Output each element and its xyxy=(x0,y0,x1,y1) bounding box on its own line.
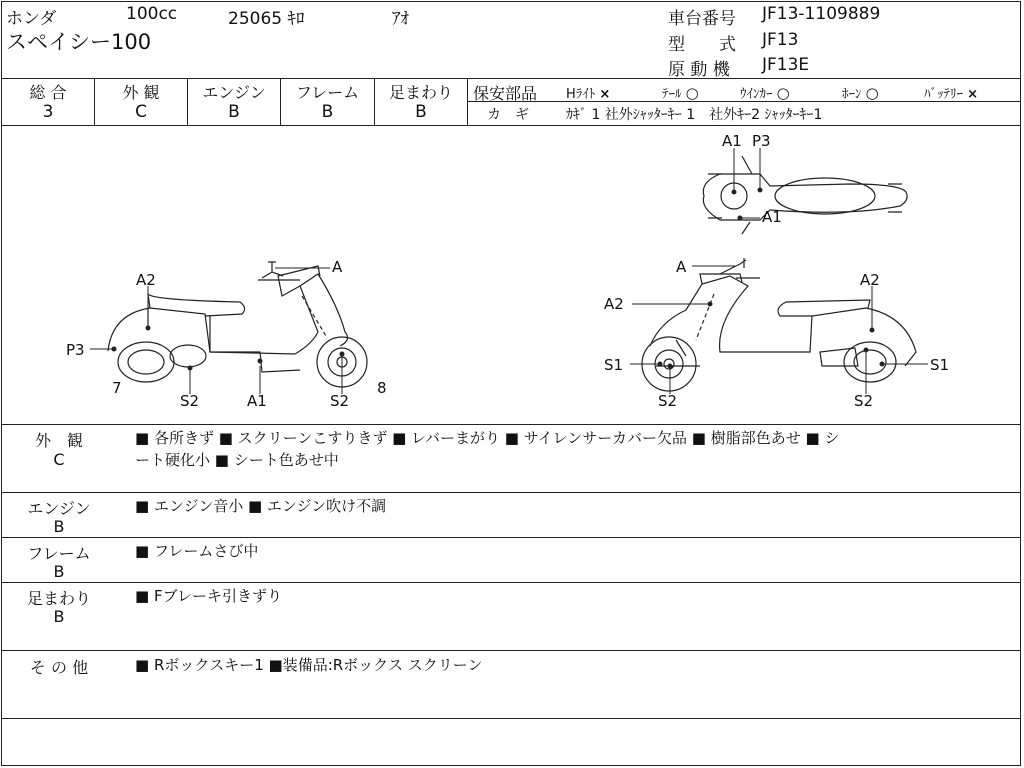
diagram-label: S2 xyxy=(658,392,678,410)
divider xyxy=(1,537,1021,538)
divider xyxy=(1,650,1021,651)
grade-frame-label: フレーム xyxy=(295,83,360,102)
color: ｱｵ xyxy=(392,9,409,29)
diagram-label: A xyxy=(676,258,687,276)
diagram-label: P3 xyxy=(752,132,771,150)
section-label-other: そ の 他 xyxy=(29,658,89,677)
maker: ホンダ xyxy=(6,9,57,29)
engine-label: 原 動 機 xyxy=(668,60,730,80)
section-text-exterior-cont: ート硬化小 ■ シート色あせ中 xyxy=(135,451,339,469)
grade-suspension-label: 足まわり xyxy=(388,83,453,102)
displacement: 100cc xyxy=(126,4,178,24)
grade-engine-label: エンジン xyxy=(202,83,266,102)
diagram-label: S2 xyxy=(180,392,200,410)
section-text-other: ■ Rボックスキー1 ■装備品:Rボックス スクリーン xyxy=(135,656,483,674)
safety-item-winker: ｳｲﾝｶｰ ○ xyxy=(740,84,790,102)
grade-frame-value: B xyxy=(321,102,334,122)
model-name: スペイシー100 xyxy=(6,30,152,54)
diagram-label: A xyxy=(332,258,343,276)
diagram-label: 8 xyxy=(377,379,387,397)
divider xyxy=(1,78,1021,79)
grade-exterior-label: 外 観 xyxy=(122,83,160,102)
section-text-suspension: ■ Fブレーキ引きずり xyxy=(135,587,282,605)
key-label: カ ギ xyxy=(487,107,529,123)
damage-diagram xyxy=(0,126,1022,424)
grade-overall-label: 総 合 xyxy=(29,83,67,102)
divider xyxy=(1,424,1021,425)
diagram-label: S2 xyxy=(854,392,874,410)
divider xyxy=(1,492,1021,493)
safety-item-headlight: Hﾗｲﾄ × xyxy=(566,87,611,102)
diagram-label: A1 xyxy=(722,132,742,150)
safety-item-battery: ﾊﾞｯﾃﾘｰ × xyxy=(924,87,979,102)
safety-label: 保安部品 xyxy=(473,84,538,103)
engine-value: JF13E xyxy=(762,55,810,75)
diagram-label: A2 xyxy=(604,295,624,313)
frame-no-label: 車台番号 xyxy=(668,9,736,29)
mileage: 25065 ｷﾛ xyxy=(228,9,305,29)
diagram-label: A1 xyxy=(247,392,267,410)
type-value: JF13 xyxy=(762,30,799,50)
grade-engine-value: B xyxy=(228,102,240,122)
diagram-label: S2 xyxy=(330,392,350,410)
section-grade-suspension: B xyxy=(53,607,65,626)
frame-no: JF13-1109889 xyxy=(762,4,881,24)
section-text-frame: ■ フレームさび中 xyxy=(135,542,259,560)
section-grade-exterior: C xyxy=(53,450,65,469)
section-label-engine: エンジン xyxy=(27,499,91,518)
diagram-label: A1 xyxy=(762,208,782,226)
section-label-suspension: 足まわり xyxy=(26,589,91,608)
type-label: 型 式 xyxy=(668,35,736,55)
diagram-label: S1 xyxy=(930,356,950,374)
safety-item-tail: ﾃｰﾙ ○ xyxy=(662,84,699,102)
diagram-label: 7 xyxy=(112,379,122,397)
safety-item-horn: ﾎｰﾝ ○ xyxy=(842,84,879,102)
grade-exterior-value: C xyxy=(135,102,147,122)
grade-overall-value: 3 xyxy=(42,102,54,122)
section-text-exterior: ■ 各所きず ■ スクリーンこすりきず ■ レバーまがり ■ サイレンサーカバー欠品 ■ 樹脂部色あせ ■ シ xyxy=(135,429,840,447)
divider xyxy=(1,718,1021,719)
section-grade-engine: B xyxy=(53,517,65,536)
grade-suspension-value: B xyxy=(415,102,427,122)
section-text-engine: ■ エンジン音小 ■ エンジン吹け不調 xyxy=(135,497,387,515)
divider xyxy=(1,582,1021,583)
diagram-label: A2 xyxy=(860,271,880,289)
diagram-label: S1 xyxy=(604,356,624,374)
diagram-label: P3 xyxy=(66,341,85,359)
divider xyxy=(467,78,468,125)
diagram-label: A2 xyxy=(136,271,156,289)
section-grade-frame: B xyxy=(53,562,65,581)
section-label-exterior: 外 観 xyxy=(34,431,83,450)
key-text: ｶｷﾞ 1 社外ｼｬｯﾀｰｷｰ 1 社外ｷｰ2 ｼｬｯﾀｰｷｰ1 xyxy=(566,107,823,123)
section-label-frame: フレーム xyxy=(27,544,91,563)
